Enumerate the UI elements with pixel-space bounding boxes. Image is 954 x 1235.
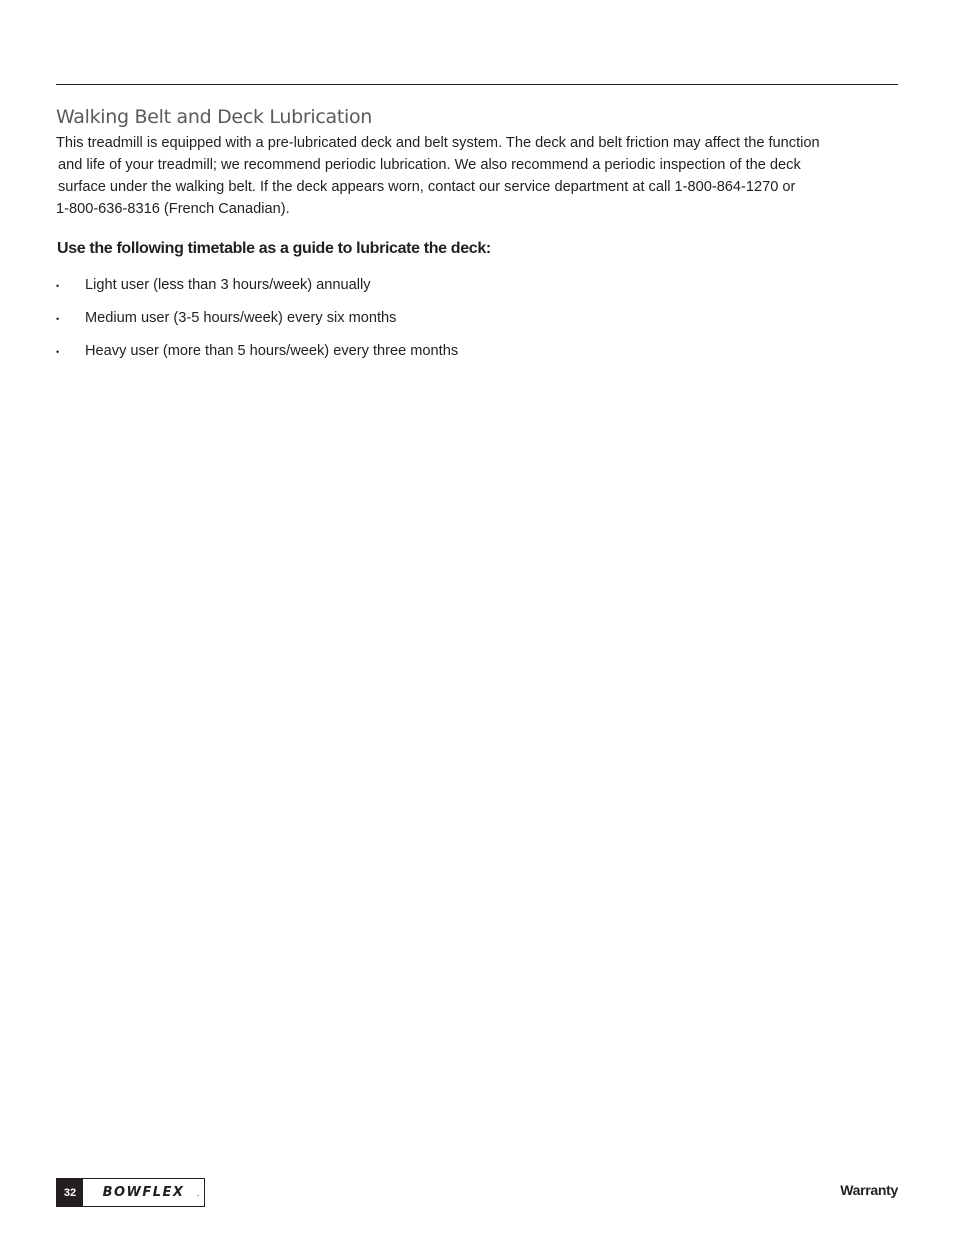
footer-logo-block (56, 1178, 205, 1207)
paragraph-line: This treadmill is equipped with a pre-lubricated deck and belt system. The deck and belt friction may affect the function (56, 135, 820, 151)
schedule-light-user: Light user (less than 3 hours/week) annually (85, 277, 371, 293)
paragraph-line: and life of your treadmill; we recommend periodic lubrication. We also recommend a periodic inspection of the deck (58, 157, 801, 173)
paragraph-line: surface under the walking belt. If the deck appears worn, contact our service department at call 1-800-864-1270 or (58, 179, 796, 195)
lubrication-paragraph (56, 132, 886, 220)
section-title: Walking Belt and Deck Lubrication (56, 106, 373, 128)
bowflex-logo (83, 1179, 204, 1206)
schedule-heavy-user: Heavy user (more than 5 hours/week) every three months (85, 343, 459, 359)
bullet-icon: • (56, 314, 60, 324)
bullet-icon: • (56, 281, 60, 291)
page-number: 32 (57, 1179, 83, 1206)
bullet-icon: • (56, 347, 60, 357)
brand-wordmark: BOWFLEX (102, 1185, 185, 1200)
header-rule (56, 84, 898, 85)
timetable-subheading: Use the following timetable as a guide to lubricate the deck: (57, 240, 491, 257)
schedule-medium-user: Medium user (3-5 hours/week) every six months (85, 310, 397, 326)
footer-section-label: Warranty (840, 1182, 898, 1198)
paragraph-line: 1-800-636-8316 (French Canadian). (56, 201, 290, 217)
trademark-mark: . (197, 1192, 199, 1198)
